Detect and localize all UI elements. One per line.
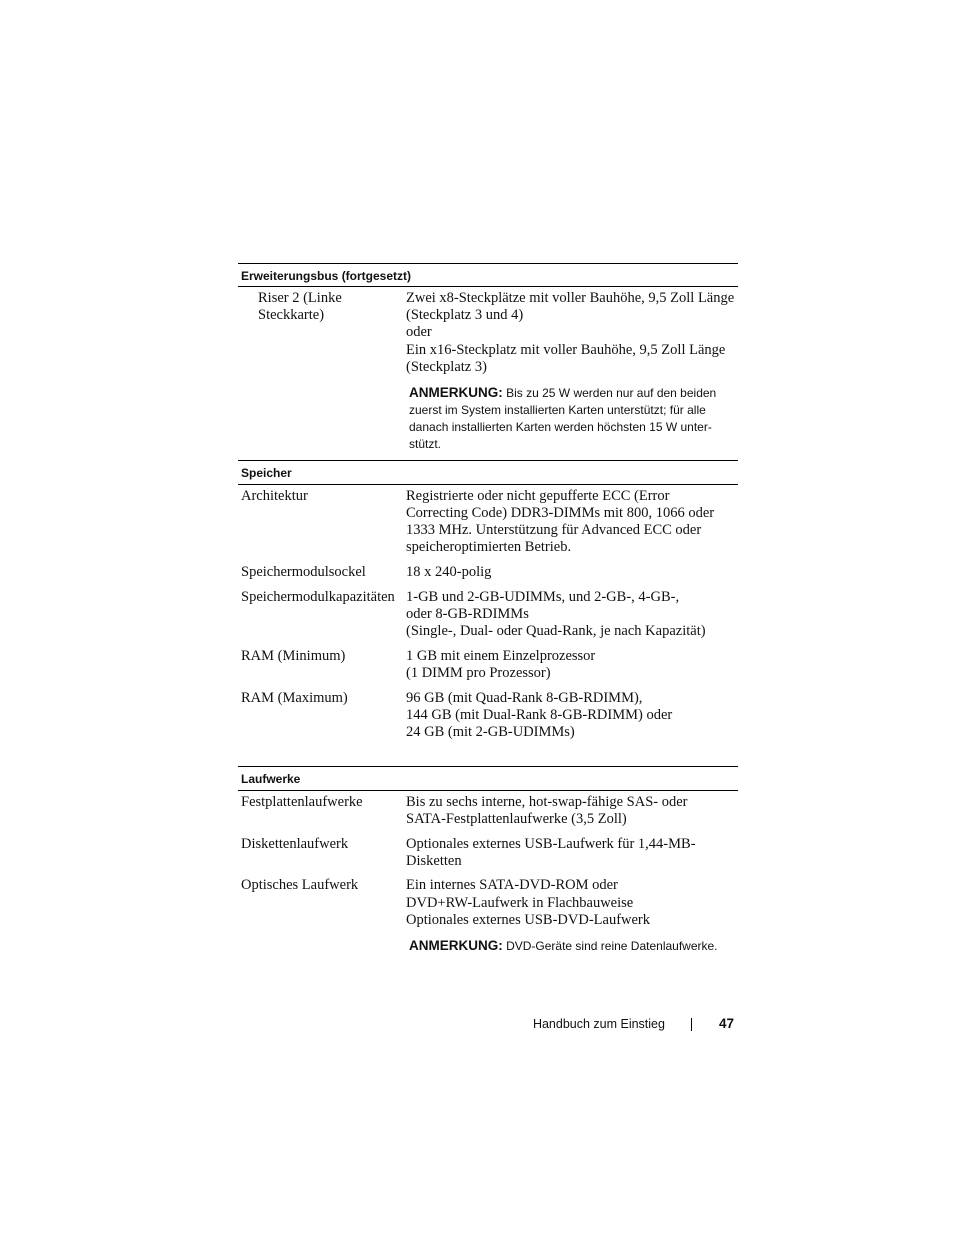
spec-row-festplattenlaufwerke (238, 794, 738, 828)
value-line: Ein x16-Steckplatz mit voller Bauhöhe, 9,5 Zoll Länge (406, 341, 726, 358)
footer-title: Handbuch zum Einstieg (532, 1017, 665, 1031)
value-line: 96 GB (mit Quad-Rank 8-GB-RDIMM), (406, 689, 643, 706)
spec-value (406, 877, 738, 929)
note-line: zuerst im System installierten Karten unterstützt; für alle (409, 402, 706, 417)
label-line: RAM (Maximum) (241, 689, 348, 706)
note-text (409, 384, 738, 453)
value-line: (Single-, Dual- oder Quad-Rank, je nach Kapazität) (406, 622, 706, 639)
label-line: Architektur (241, 487, 308, 504)
label-line: Diskettenlaufwerk (241, 835, 349, 852)
note-line: Bis zu 25 W werden nur auf den beiden (502, 385, 717, 400)
label-line: Optisches Laufwerk (241, 877, 359, 894)
value-line: Disketten (406, 852, 462, 869)
spec-label (238, 564, 406, 581)
spec-row-ram-minimum (238, 648, 738, 682)
value-line: oder (406, 324, 432, 341)
value-line: oder 8-GB-RDIMMs (406, 605, 529, 622)
spec-label (238, 488, 406, 557)
note-line: danach installierten Karten werden höchsten 15 W unter- (409, 419, 712, 434)
note-line: stützt. (409, 436, 442, 451)
page-footer (533, 1014, 734, 1034)
spec-value (406, 290, 738, 376)
section-header-erweiterungsbus: Erweiterungsbus (fortgesetzt) (238, 263, 738, 287)
spec-label (238, 290, 406, 376)
label-line: Steckkarte) (258, 307, 325, 324)
value-line: SATA-Festplattenlaufwerke (3,5 Zoll) (406, 810, 627, 827)
value-line: speicheroptimierten Betrieb. (406, 539, 572, 556)
note-dvd (238, 937, 738, 955)
note-riser-power (238, 384, 738, 453)
spec-row-diskettenlaufwerk (238, 836, 738, 870)
section-body-speicher (238, 485, 738, 742)
spec-value (406, 836, 738, 870)
spec-value (406, 564, 738, 581)
spec-label (238, 589, 406, 641)
value-line: Registrierte oder nicht gepufferte ECC (Error (406, 487, 670, 504)
spec-value (406, 488, 738, 557)
spec-label (238, 648, 406, 682)
section-header-speicher: Speicher (238, 461, 738, 485)
label-line: Riser 2 (Linke (258, 290, 342, 306)
value-line: (Steckplatz 3) (406, 358, 487, 375)
spec-row-speichermodulkapazitaeten (238, 589, 738, 641)
label-line: RAM (Minimum) (241, 647, 346, 664)
value-line: 24 GB (mit 2-GB-UDIMMs) (406, 723, 575, 740)
spec-row-architektur (238, 488, 738, 557)
spec-label (238, 836, 406, 870)
note-line: DVD-Geräte sind reine Datenlaufwerke. (502, 938, 718, 953)
value-line: 1 GB mit einem Einzelprozessor (406, 647, 596, 664)
value-line: Optionales externes USB-DVD-Laufwerk (406, 911, 651, 928)
spec-row-optisches-laufwerk (238, 877, 738, 929)
spec-value (406, 648, 738, 682)
value-line: Ein internes SATA-DVD-ROM oder (406, 877, 618, 894)
note-text (409, 937, 738, 955)
note-label: ANMERKUNG: (409, 384, 503, 400)
spec-table (238, 263, 738, 962)
spec-value (406, 589, 738, 641)
label-line: Speichermodulsockel (241, 563, 366, 580)
value-line: 1-GB und 2-GB-UDIMMs, und 2-GB-, 4-GB-, (406, 588, 680, 605)
footer-separator (691, 1018, 692, 1031)
spec-label (238, 690, 406, 742)
value-line: Optionales externes USB-Laufwerk für 1,44-MB- (406, 835, 696, 852)
value-line: 1333 MHz. Unterstützung für Advanced ECC oder (406, 521, 702, 538)
spec-row-speichermodulsockel (238, 564, 738, 581)
value-line: Zwei x8-Steckplätze mit voller Bauhöhe, 9,5 Zoll Länge (406, 290, 735, 306)
page-number: 47 (718, 1016, 734, 1031)
value-line: (1 DIMM pro Prozessor) (406, 664, 551, 681)
divider (238, 749, 738, 767)
spec-label (238, 794, 406, 828)
label-line: Speichermodulkapazitäten (241, 588, 395, 605)
value-line: 18 x 240-polig (406, 563, 492, 580)
value-line: (Steckplatz 3 und 4) (406, 307, 524, 324)
section-body-erweiterungsbus (238, 287, 738, 453)
value-line: Correcting Code) DDR3-DIMMs mit 800, 1066 oder (406, 504, 715, 521)
spec-row-riser-2 (238, 290, 738, 376)
spec-value (406, 690, 738, 742)
section-header-laufwerke: Laufwerke (238, 767, 738, 791)
spec-label (238, 877, 406, 929)
value-line: DVD+RW-Laufwerk in Flachbauweise (406, 894, 634, 911)
spec-row-ram-maximum (238, 690, 738, 742)
section-body-laufwerke (238, 791, 738, 955)
value-line: 144 GB (mit Dual-Rank 8-GB-RDIMM) oder (406, 706, 673, 723)
spec-value (406, 794, 738, 828)
label-line: Festplattenlaufwerke (241, 793, 363, 810)
value-line: Bis zu sechs interne, hot-swap-fähige SAS- oder (406, 793, 688, 810)
note-label: ANMERKUNG: (409, 937, 503, 953)
